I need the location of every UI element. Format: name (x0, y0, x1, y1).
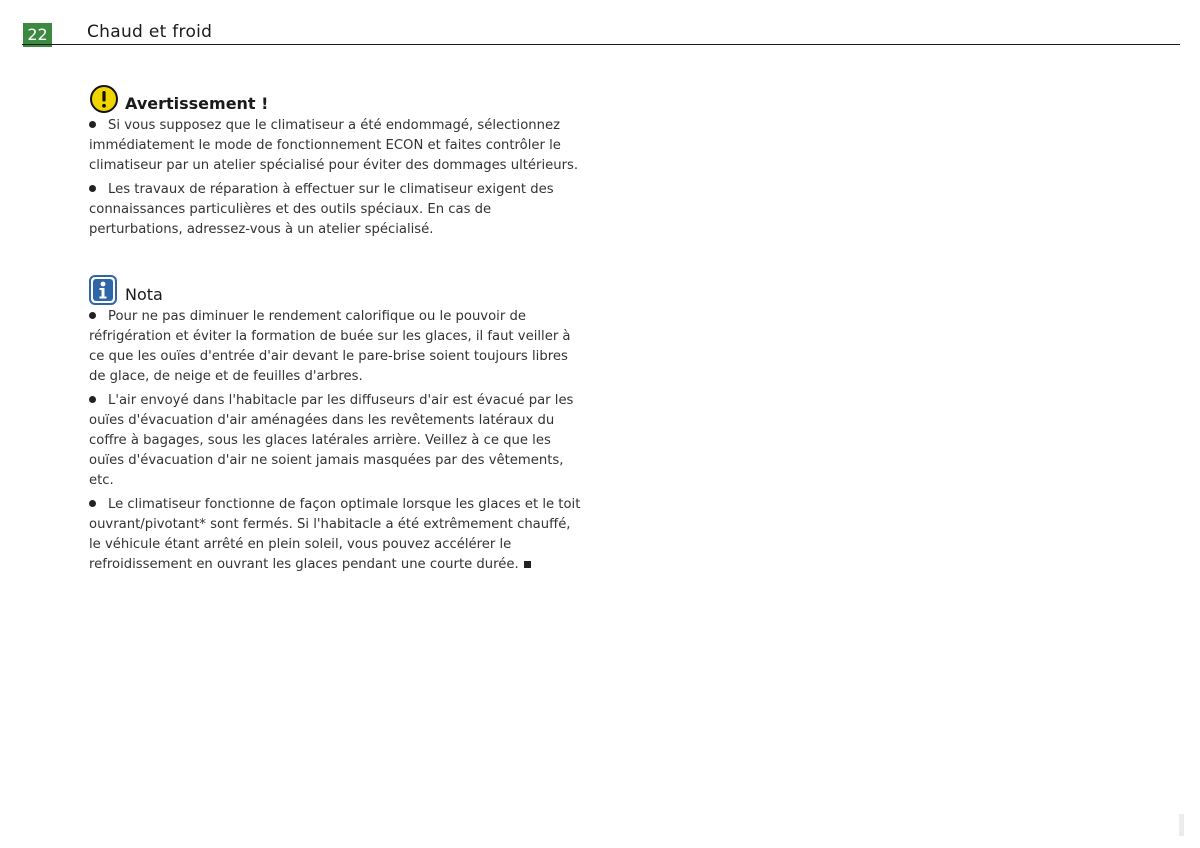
header-rule (22, 44, 1180, 45)
warning-paragraph-text: Si vous supposez que le climatiseur a été endommagé, sélectionnez immédiatement le mode de fonctionnement ECON et faites contrôler le climatiseur par un atelier spécialisé pour éviter des dommages ultérieurs. (89, 118, 579, 173)
page-number: 22 (23, 23, 52, 47)
bullet-icon (89, 500, 96, 507)
note-paragraph-text: Pour ne pas diminuer le rendement calorifique ou le pouvoir de réfrigération et éviter la formation de buée sur les glaces, il faut veiller à ce que les ouïes d'entrée d'air devant le pare-brise soient toujours libres de glace, de neige et de feuilles d'arbres. (89, 309, 571, 384)
end-of-section-icon (524, 561, 531, 568)
bullet-icon (89, 185, 96, 192)
note-box (89, 275, 584, 579)
warning-paragraph (89, 116, 584, 176)
note-paragraph (89, 307, 584, 387)
note-header (89, 275, 584, 305)
bullet-icon (89, 121, 96, 128)
exclamation-circle-icon (89, 84, 119, 114)
note-paragraph (89, 391, 584, 491)
warning-box (89, 84, 584, 244)
note-title: Nota (125, 284, 163, 304)
warning-paragraph (89, 180, 584, 240)
bullet-icon (89, 312, 96, 319)
warning-title: Avertissement ! (125, 93, 269, 113)
page-edge-mark (1179, 814, 1184, 836)
note-paragraph (89, 495, 584, 575)
chapter-title: Chaud et froid (87, 22, 213, 42)
note-paragraph-text: L'air envoyé dans l'habitacle par les diffuseurs d'air est évacué par les ouïes d'évacuation d'air aménagées dans les revêtements latéraux du coffre à bagages, sous les glaces latérales arrière. Veillez à ce que les ouïes d'évacuation d'air ne soient jamais masquées par des vêtements, etc. (89, 393, 574, 488)
info-icon (89, 275, 117, 305)
bullet-icon (89, 396, 96, 403)
warning-header (89, 84, 584, 114)
note-paragraph-text: Le climatiseur fonctionne de façon optimale lorsque les glaces et le toit ouvrant/pivotant* sont fermés. Si l'habitacle a été extrêmement chauffé, le véhicule étant arrêté en plein soleil, vous pouvez accélérer le refroidissement en ouvrant les glaces pendant une courte durée. (89, 497, 581, 572)
warning-paragraph-text: Les travaux de réparation à effectuer sur le climatiseur exigent des connaissances particulières et des outils spéciaux. En cas de perturbations, adressez-vous à un atelier spécialisé. (89, 182, 554, 237)
